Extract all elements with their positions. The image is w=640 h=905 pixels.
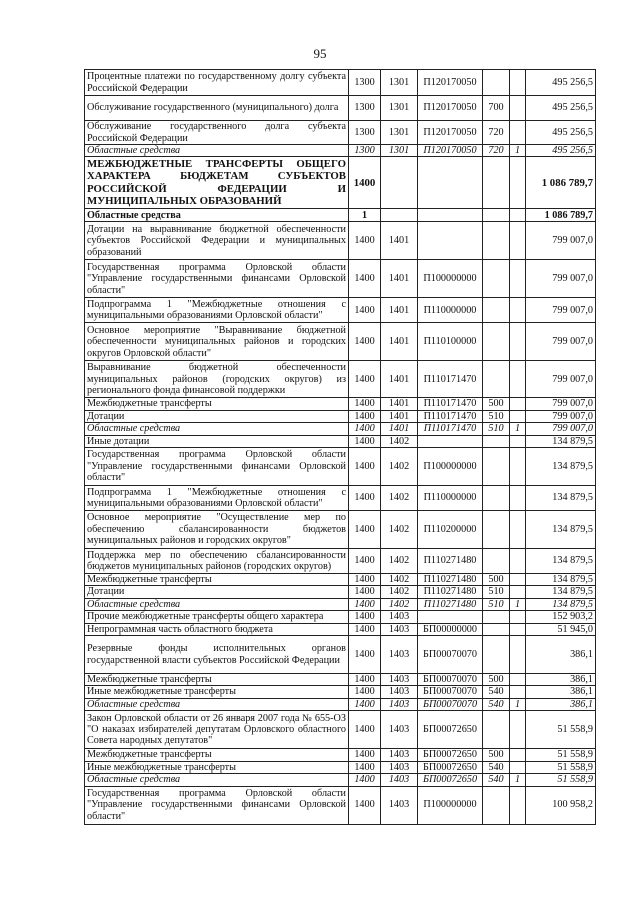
cell-subsection: 1403 [381,786,418,824]
table-row [85,209,596,222]
cell-subsection [381,157,418,209]
cell-section: 1400 [349,711,381,749]
cell-expense-type [483,157,510,209]
cell-target-article: П110271480 [418,549,483,574]
table-row [85,260,596,298]
cell-name: Областные средства [85,774,349,786]
cell-section: 1400 [349,586,381,598]
cell-expense-type: 540 [483,774,510,786]
cell-name: Областные средства [85,209,349,222]
cell-name: Межбюджетные трансферты [85,749,349,761]
cell-expense-type [483,636,510,674]
table-row [85,749,596,761]
cell-target-article: БП00070070 [418,698,483,710]
table-row [85,711,596,749]
cell-subsection: 1402 [381,486,418,511]
cell-section: 1300 [349,96,381,121]
cell-amount: 134 879,5 [526,435,596,447]
table-row [85,486,596,511]
cell-target-article: БП00000000 [418,623,483,635]
cell-expense-type: 540 [483,761,510,773]
table-row [85,410,596,422]
cell-funding-source [510,398,526,410]
cell-name: Государственная программа Орловской области "Управление государственными финансами Орловской области" [85,786,349,824]
table-row [85,598,596,610]
cell-amount: 799 007,0 [526,298,596,323]
cell-expense-type [483,222,510,260]
cell-expense-type: 510 [483,423,510,435]
cell-amount: 386,1 [526,686,596,698]
cell-target-article [418,157,483,209]
table-row [85,686,596,698]
cell-name: Иные дотации [85,435,349,447]
cell-subsection: 1401 [381,410,418,422]
cell-subsection: 1401 [381,398,418,410]
cell-funding-source: 1 [510,423,526,435]
table-row [85,70,596,96]
table-row [85,96,596,121]
cell-name: Дотации [85,586,349,598]
cell-subsection: 1403 [381,761,418,773]
cell-funding-source: 1 [510,598,526,610]
cell-expense-type [483,435,510,447]
table-row [85,222,596,260]
cell-target-article [418,435,483,447]
cell-amount: 51 558,9 [526,774,596,786]
table-row [85,145,596,157]
cell-expense-type [483,209,510,222]
cell-section: 1400 [349,636,381,674]
cell-amount: 51 945,0 [526,623,596,635]
cell-funding-source [510,711,526,749]
cell-subsection: 1402 [381,448,418,486]
cell-amount: 51 558,9 [526,711,596,749]
table-row [85,549,596,574]
table-row [85,423,596,435]
cell-expense-type: 500 [483,749,510,761]
cell-funding-source [510,361,526,398]
cell-funding-source [510,435,526,447]
cell-amount: 386,1 [526,636,596,674]
cell-section: 1400 [349,623,381,635]
table-row [85,298,596,323]
cell-name: Областные средства [85,698,349,710]
cell-subsection: 1402 [381,586,418,598]
cell-funding-source [510,260,526,298]
table-row [85,435,596,447]
cell-funding-source [510,298,526,323]
cell-amount: 799 007,0 [526,398,596,410]
cell-subsection: 1301 [381,96,418,121]
cell-name: Закон Орловской области от 26 января 2007 года № 655-ОЗ "О наказах избирателей депутатам Орловского областного Совета народных депутатов" [85,711,349,749]
cell-section: 1400 [349,448,381,486]
cell-funding-source [510,121,526,145]
cell-subsection: 1401 [381,361,418,398]
cell-expense-type: 500 [483,674,510,686]
cell-funding-source [510,323,526,361]
cell-section: 1400 [349,361,381,398]
cell-name: Областные средства [85,598,349,610]
table-row [85,674,596,686]
cell-subsection: 1401 [381,323,418,361]
cell-section: 1400 [349,549,381,574]
cell-section: 1400 [349,157,381,209]
cell-amount: 134 879,5 [526,598,596,610]
table-row [85,121,596,145]
cell-name: Межбюджетные трансферты [85,574,349,586]
cell-subsection [381,209,418,222]
cell-funding-source: 1 [510,774,526,786]
cell-target-article [418,222,483,260]
table-row [85,448,596,486]
cell-expense-type [483,623,510,635]
cell-target-article: П100000000 [418,786,483,824]
table-row [85,361,596,398]
cell-expense-type: 510 [483,586,510,598]
cell-amount: 1 086 789,7 [526,209,596,222]
cell-amount: 134 879,5 [526,574,596,586]
cell-funding-source [510,623,526,635]
cell-target-article: БП00070070 [418,636,483,674]
cell-amount: 799 007,0 [526,423,596,435]
cell-expense-type: 720 [483,121,510,145]
cell-section: 1400 [349,435,381,447]
cell-expense-type [483,486,510,511]
cell-name: Поддержка мер по обеспечению сбалансированности бюджетов муниципальных районов (городских округов) [85,549,349,574]
cell-subsection: 1301 [381,121,418,145]
cell-amount: 495 256,5 [526,70,596,96]
cell-funding-source [510,611,526,623]
cell-name: Обслуживание государственного (муниципального) долга [85,96,349,121]
cell-expense-type [483,448,510,486]
cell-funding-source [510,157,526,209]
page-number: 95 [313,46,327,61]
cell-name: Выравнивание бюджетной обеспеченности муниципальных районов (городских округов) из регионального фонда финансовой поддержки [85,361,349,398]
cell-section: 1400 [349,761,381,773]
cell-expense-type [483,611,510,623]
cell-expense-type: 720 [483,145,510,157]
cell-subsection: 1403 [381,611,418,623]
cell-subsection: 1401 [381,423,418,435]
cell-amount: 134 879,5 [526,448,596,486]
cell-section: 1400 [349,323,381,361]
cell-expense-type [483,786,510,824]
cell-funding-source [510,636,526,674]
cell-section: 1400 [349,574,381,586]
cell-target-article [418,611,483,623]
table-row [85,157,596,209]
cell-target-article: П110000000 [418,486,483,511]
cell-expense-type: 510 [483,410,510,422]
cell-section: 1300 [349,121,381,145]
table-row [85,774,596,786]
cell-target-article: БП00070070 [418,686,483,698]
cell-name: Прочие межбюджетные трансферты общего характера [85,611,349,623]
cell-name: Иные межбюджетные трансферты [85,761,349,773]
cell-target-article: БП00072650 [418,749,483,761]
cell-name: Основное мероприятие "Выравнивание бюджетной обеспеченности муниципальных районов и городских округов Орловской области" [85,323,349,361]
cell-amount: 799 007,0 [526,361,596,398]
cell-section: 1400 [349,260,381,298]
cell-name: Межбюджетные трансферты [85,674,349,686]
cell-subsection: 1403 [381,674,418,686]
cell-name: Непрограммная часть областного бюджета [85,623,349,635]
cell-target-article: П110271480 [418,598,483,610]
cell-subsection: 1403 [381,686,418,698]
cell-subsection: 1402 [381,435,418,447]
cell-amount: 495 256,5 [526,96,596,121]
cell-expense-type [483,323,510,361]
cell-target-article: П120170050 [418,96,483,121]
cell-target-article: П100000000 [418,260,483,298]
cell-expense-type: 510 [483,598,510,610]
cell-section: 1400 [349,749,381,761]
cell-expense-type [483,711,510,749]
cell-funding-source [510,674,526,686]
cell-funding-source [510,761,526,773]
cell-section: 1400 [349,686,381,698]
cell-subsection: 1301 [381,145,418,157]
cell-target-article: П110271480 [418,586,483,598]
cell-amount: 495 256,5 [526,121,596,145]
cell-amount: 495 256,5 [526,145,596,157]
cell-amount: 134 879,5 [526,549,596,574]
cell-target-article: П110000000 [418,298,483,323]
cell-name: Процентные платежи по государственному долгу субъекта Российской Федерации [85,70,349,96]
cell-amount: 386,1 [526,698,596,710]
cell-name: Иные межбюджетные трансферты [85,686,349,698]
cell-funding-source: 1 [510,145,526,157]
cell-amount: 799 007,0 [526,323,596,361]
cell-amount: 134 879,5 [526,511,596,549]
cell-expense-type: 500 [483,398,510,410]
cell-section: 1400 [349,398,381,410]
cell-subsection: 1403 [381,749,418,761]
cell-subsection: 1401 [381,298,418,323]
cell-name: Дотации [85,410,349,422]
cell-target-article: БП00072650 [418,774,483,786]
cell-target-article: П110100000 [418,323,483,361]
cell-target-article: БП00072650 [418,711,483,749]
cell-funding-source [510,96,526,121]
cell-funding-source [510,486,526,511]
cell-amount: 799 007,0 [526,222,596,260]
cell-funding-source [510,549,526,574]
cell-name: Государственная программа Орловской области "Управление государственными финансами Орловской области" [85,260,349,298]
cell-expense-type [483,549,510,574]
cell-funding-source [510,410,526,422]
cell-section: 1400 [349,698,381,710]
cell-section: 1400 [349,511,381,549]
cell-amount: 152 903,2 [526,611,596,623]
cell-section: 1300 [349,145,381,157]
cell-funding-source [510,222,526,260]
cell-section: 1400 [349,786,381,824]
cell-name: Подпрограмма 1 "Межбюджетные отношения с муниципальными образованиями Орловской области" [85,486,349,511]
cell-section: 1400 [349,774,381,786]
cell-target-article: БП00072650 [418,761,483,773]
table-body [85,70,596,825]
table-row [85,636,596,674]
cell-funding-source [510,511,526,549]
cell-subsection: 1401 [381,222,418,260]
cell-expense-type: 540 [483,686,510,698]
cell-target-article: БП00070070 [418,674,483,686]
cell-name: Резервные фонды исполнительных органов государственной власти субъектов Российской Федерации [85,636,349,674]
cell-name: Дотации на выравнивание бюджетной обеспеченности субъектов Российской Федерации и муниципальных образований [85,222,349,260]
cell-amount: 51 558,9 [526,749,596,761]
cell-section: 1400 [349,410,381,422]
cell-subsection: 1402 [381,574,418,586]
cell-target-article: П100000000 [418,448,483,486]
cell-target-article: П110171470 [418,361,483,398]
cell-section: 1400 [349,298,381,323]
table-row [85,623,596,635]
cell-subsection: 1403 [381,711,418,749]
table-row [85,574,596,586]
cell-target-article: П110200000 [418,511,483,549]
cell-subsection: 1402 [381,549,418,574]
table-row [85,511,596,549]
cell-funding-source [510,786,526,824]
cell-expense-type [483,260,510,298]
cell-target-article: П110171470 [418,410,483,422]
cell-subsection: 1402 [381,511,418,549]
cell-subsection: 1403 [381,623,418,635]
cell-amount: 134 879,5 [526,586,596,598]
cell-subsection: 1403 [381,774,418,786]
cell-subsection: 1301 [381,70,418,96]
cell-subsection: 1403 [381,636,418,674]
cell-name: Обслуживание государственного долга субъекта Российской Федерации [85,121,349,145]
cell-target-article: П110171470 [418,398,483,410]
cell-name: МЕЖБЮДЖЕТНЫЕ ТРАНСФЕРТЫ ОБЩЕГО ХАРАКТЕРА БЮДЖЕТАМ СУБЪЕКТОВ РОССИЙСКОЙ ФЕДЕРАЦИИ И МУНИЦИПАЛЬНЫХ ОБРАЗОВАНИЙ [85,157,349,209]
cell-target-article [418,209,483,222]
cell-funding-source: 1 [510,698,526,710]
cell-funding-source [510,686,526,698]
cell-name: Областные средства [85,423,349,435]
cell-amount: 100 958,2 [526,786,596,824]
cell-expense-type [483,511,510,549]
cell-section: 1400 [349,598,381,610]
cell-amount: 799 007,0 [526,260,596,298]
cell-section: 1300 [349,70,381,96]
table-row [85,786,596,824]
cell-funding-source [510,448,526,486]
cell-name: Подпрограмма 1 "Межбюджетные отношения с муниципальными образованиями Орловской области" [85,298,349,323]
cell-funding-source [510,574,526,586]
cell-funding-source [510,586,526,598]
cell-section: 1400 [349,611,381,623]
cell-target-article: П120170050 [418,70,483,96]
cell-expense-type: 700 [483,96,510,121]
cell-funding-source [510,209,526,222]
cell-funding-source [510,749,526,761]
cell-subsection: 1403 [381,698,418,710]
cell-target-article: П120170050 [418,121,483,145]
cell-amount: 51 558,9 [526,761,596,773]
cell-section: 1400 [349,222,381,260]
cell-expense-type [483,70,510,96]
cell-name: Государственная программа Орловской области "Управление государственными финансами Орловской области" [85,448,349,486]
cell-expense-type [483,361,510,398]
cell-amount: 386,1 [526,674,596,686]
table-row [85,698,596,710]
cell-section: 1400 [349,486,381,511]
cell-target-article: П120170050 [418,145,483,157]
table-row [85,586,596,598]
cell-amount: 1 086 789,7 [526,157,596,209]
cell-name: Областные средства [85,145,349,157]
cell-amount: 134 879,5 [526,486,596,511]
cell-amount: 799 007,0 [526,410,596,422]
cell-section: 1 [349,209,381,222]
cell-subsection: 1402 [381,598,418,610]
cell-subsection: 1401 [381,260,418,298]
cell-expense-type: 540 [483,698,510,710]
cell-section: 1400 [349,674,381,686]
cell-target-article: П110271480 [418,574,483,586]
cell-target-article: П110171470 [418,423,483,435]
budget-table [84,69,596,825]
cell-funding-source [510,70,526,96]
cell-name: Межбюджетные трансферты [85,398,349,410]
cell-expense-type [483,298,510,323]
table-row [85,323,596,361]
cell-section: 1400 [349,423,381,435]
cell-name: Основное мероприятие "Осуществление мер по обеспечению сбалансированности бюджетов муниципальных районов и городских округов" [85,511,349,549]
table-row [85,398,596,410]
table-row [85,761,596,773]
cell-expense-type: 500 [483,574,510,586]
table-row [85,611,596,623]
